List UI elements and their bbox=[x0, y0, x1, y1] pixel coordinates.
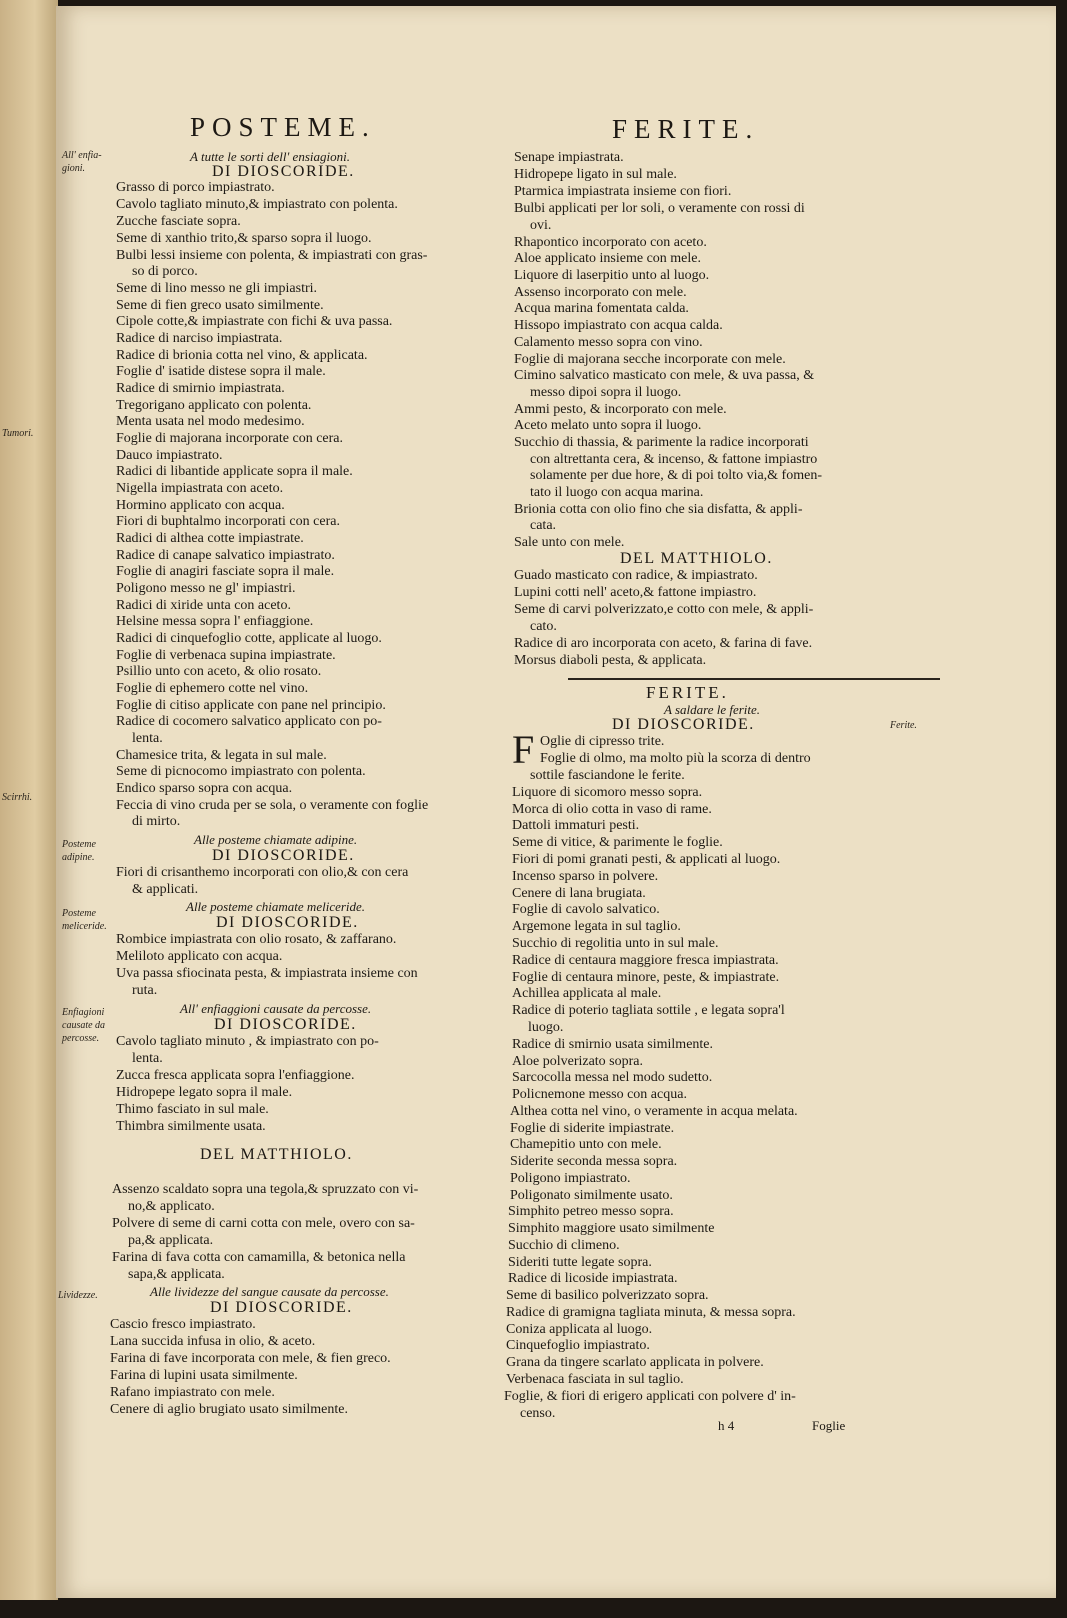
text-line: Radice di centaura maggiore fresca impiastrata. bbox=[512, 953, 779, 968]
text-line: sottile fasciandone le ferite. bbox=[530, 768, 685, 783]
text-line: Radice di cocomero salvatico applicato con po- bbox=[116, 714, 382, 729]
text-line: Radice di gramigna tagliata minuta, & messa sopra. bbox=[506, 1305, 796, 1320]
text-line: Chamepitio unto con mele. bbox=[510, 1137, 662, 1152]
text-line: Radice di canape salvatico impiastrato. bbox=[116, 548, 335, 563]
prev-margin-note: Tumori. bbox=[2, 428, 34, 439]
text-line: Bulbi applicati per lor soli, o veramente con rossi di bbox=[514, 201, 805, 216]
text-line: Verbenaca fasciata in sul taglio. bbox=[506, 1372, 684, 1387]
text-line: Meliloto applicato con acqua. bbox=[116, 949, 283, 964]
section-author: DI DIOSCORIDE. bbox=[214, 1016, 357, 1033]
text-line: Aceto melato unto sopra il luogo. bbox=[514, 418, 702, 433]
text-line: Oglie di cipresso trite. bbox=[540, 734, 665, 749]
text-line: Cascio fresco impiastrato. bbox=[110, 1317, 256, 1332]
text-line: Radici di libantide applicate sopra il male. bbox=[116, 464, 353, 479]
text-line: Nigella impiastrata con aceto. bbox=[116, 481, 284, 496]
text-line: cato. bbox=[530, 619, 557, 634]
section-heading: Alle lividezze del sangue causate da percosse. bbox=[150, 1284, 389, 1299]
text-line: Sale unto con mele. bbox=[514, 535, 625, 550]
drop-cap: F bbox=[512, 727, 535, 772]
text-line: Cavolo tagliato minuto,& impiastrato con polenta. bbox=[116, 197, 398, 212]
text-line: & applicati. bbox=[132, 882, 199, 897]
text-line: Fiori di crisanthemo incorporati con olio,& con cera bbox=[116, 865, 409, 880]
text-line: lenta. bbox=[132, 731, 163, 746]
text-line: con altrettanta cera, & incenso, & fattone impiastro bbox=[530, 452, 818, 467]
text-line: Simphito petreo messo sopra. bbox=[508, 1204, 674, 1219]
text-line: Hissopo impiastrato con acqua calda. bbox=[514, 318, 723, 333]
text-line: Assenzo scaldato sopra una tegola,& spruzzato con vi- bbox=[112, 1182, 419, 1197]
section-rule bbox=[568, 678, 940, 680]
text-line: Foglie di anagiri fasciate sopra il male. bbox=[116, 564, 335, 579]
text-line: tato il luogo con acqua marina. bbox=[530, 485, 704, 500]
margin-note: All' enfia- bbox=[62, 150, 102, 161]
text-line: Ammi pesto, & incorporato con mele. bbox=[514, 402, 727, 417]
text-line: Argemone legata in sul taglio. bbox=[512, 919, 681, 934]
text-line: Senape impiastrata. bbox=[514, 150, 624, 165]
section-author: DI DIOSCORIDE. bbox=[212, 847, 355, 864]
prev-margin-note: Scirrhi. bbox=[2, 792, 33, 803]
text-line: Radice di poterio tagliata sottile , e legata sopra'l bbox=[512, 1003, 785, 1018]
text-line: Dattoli immaturi pesti. bbox=[512, 818, 640, 833]
text-line: Assenso incorporato con mele. bbox=[514, 285, 687, 300]
text-line: di mirto. bbox=[132, 814, 181, 829]
margin-note: Enfiagioni bbox=[62, 1007, 105, 1018]
text-line: Seme di xanthio trito,& sparso sopra il luogo. bbox=[116, 231, 372, 246]
text-line: Foglie di siderite impiastrate. bbox=[510, 1121, 675, 1136]
text-line: Radice di brionia cotta nel vino, & applicata. bbox=[116, 348, 368, 363]
text-line: Siderite seconda messa sopra. bbox=[510, 1154, 678, 1169]
text-line: Radici di althea cotte impiastrate. bbox=[116, 531, 304, 546]
text-line: Foglie di ephemero cotte nel vino. bbox=[116, 681, 309, 696]
text-line: Liquore di sicomoro messo sopra. bbox=[512, 785, 703, 800]
margin-note: Lividezze. bbox=[58, 1290, 98, 1301]
text-line: sapa,& applicata. bbox=[128, 1267, 225, 1282]
text-line: cata. bbox=[530, 518, 557, 533]
text-line: Policnemone messo con acqua. bbox=[512, 1087, 687, 1102]
text-line: Bulbi lessi insieme con polenta, & impiastrati con gras- bbox=[116, 248, 428, 263]
margin-note: Posteme bbox=[62, 908, 96, 919]
text-line: Aloe applicato insieme con mele. bbox=[514, 251, 701, 266]
signature-mark: h 4 bbox=[718, 1418, 735, 1433]
text-line: Seme di lino messo ne gli impiastri. bbox=[116, 281, 318, 296]
text-line: Seme di basilico polverizzato sopra. bbox=[506, 1288, 709, 1303]
text-line: Althea cotta nel vino, o veramente in acqua melata. bbox=[510, 1104, 798, 1119]
margin-note: meliceride. bbox=[62, 921, 107, 932]
text-line: Morsus diaboli pesta, & applicata. bbox=[514, 653, 707, 668]
text-line: Foglie di verbenaca supina impiastrate. bbox=[116, 648, 336, 663]
text-line: Seme di picnocomo impiastrato con polenta. bbox=[116, 764, 366, 779]
text-line: Zucche fasciate sopra. bbox=[116, 214, 241, 229]
text-line: Foglie di cavolo salvatico. bbox=[512, 902, 660, 917]
text-line: Simphito maggiore usato similmente bbox=[508, 1221, 715, 1236]
text-line: Acqua marina fomentata calda. bbox=[514, 301, 689, 316]
section-author: DI DIOSCORIDE. bbox=[612, 716, 755, 733]
text-line: Hormino applicato con acqua. bbox=[116, 498, 285, 513]
text-line: Sarcocolla messa nel modo sudetto. bbox=[512, 1070, 713, 1085]
section-author: DI DIOSCORIDE. bbox=[212, 163, 355, 180]
section-author: DI DIOSCORIDE. bbox=[210, 1299, 353, 1316]
text-line: Brionia cotta con olio fino che sia disfatta, & appli- bbox=[514, 502, 803, 517]
text-line: Uva passa sfiocinata pesta, & impiastrata insieme con bbox=[116, 966, 418, 981]
text-line: Liquore di laserpitio unto al luogo. bbox=[514, 268, 710, 283]
text-line: Foglie di majorana secche incorporate con mele. bbox=[514, 352, 786, 367]
section-heading: Alle posteme chiamate meliceride. bbox=[186, 899, 366, 914]
margin-note: adipine. bbox=[62, 852, 95, 863]
text-line: solamente per due hore, & di poi tolto via,& fomen- bbox=[530, 468, 822, 483]
text-line: Foglie, & fiori di erigero applicati con polvere d' in- bbox=[504, 1389, 796, 1404]
text-line: Cinquefoglio impiastrato. bbox=[506, 1338, 650, 1353]
text-line: Tregorigano applicato con polenta. bbox=[116, 398, 312, 413]
margin-note: causate da bbox=[62, 1020, 106, 1031]
text-line: Aloe polverizato sopra. bbox=[512, 1054, 644, 1069]
text-line: Achillea applicata al male. bbox=[512, 986, 662, 1001]
text-line: Foglie di centaura minore, peste, & impiastrate. bbox=[512, 970, 780, 985]
text-line: Radice di smirnio impiastrata. bbox=[116, 381, 285, 396]
text-line: Radici di cinquefoglio cotte, applicate al luogo. bbox=[116, 631, 382, 646]
column-title: POSTEME. bbox=[190, 112, 376, 142]
text-line: Poligono messo ne gl' impiastri. bbox=[116, 581, 296, 596]
text-line: Rhapontico incorporato con aceto. bbox=[514, 235, 707, 250]
text-line: Fiori di buphtalmo incorporati con cera. bbox=[116, 514, 340, 529]
text-line: Radice di narciso impiastrata. bbox=[116, 331, 283, 346]
text-line: Thimbra similmente usata. bbox=[116, 1119, 266, 1134]
text-line: Sideriti tutte legate sopra. bbox=[508, 1255, 652, 1270]
margin-note: percosse. bbox=[62, 1033, 100, 1044]
text-line: no,& applicato. bbox=[128, 1199, 215, 1214]
text-line: Hidropepe ligato in sul male. bbox=[514, 167, 677, 182]
text-line: Seme di vitice, & parimente le foglie. bbox=[512, 835, 723, 850]
text-line: Rafano impiastrato con mele. bbox=[110, 1385, 275, 1400]
text-line: Hidropepe legato sopra il male. bbox=[116, 1085, 293, 1100]
margin-note: gioni. bbox=[62, 163, 86, 174]
text-line: Grana da tingere scarlato applicata in polvere. bbox=[506, 1355, 764, 1370]
text-line: Dauco impiastrato. bbox=[116, 448, 223, 463]
text-line: Lana succida infusa in olio, & aceto. bbox=[110, 1334, 316, 1349]
text-line: Poligono impiastrato. bbox=[510, 1171, 631, 1186]
column-title: FERITE. bbox=[612, 114, 760, 144]
text-line: Chamesice trita, & legata in sul male. bbox=[116, 748, 327, 763]
text-line: ruta. bbox=[132, 983, 158, 998]
text-line: Cenere di lana brugiata. bbox=[512, 886, 646, 901]
section-heading: All' enfiaggioni causate da percosse. bbox=[180, 1001, 372, 1016]
text-line: Rombice impiastrata con olio rosato, & zaffarano. bbox=[116, 932, 397, 947]
text-line: Farina di lupini usata similmente. bbox=[110, 1368, 298, 1383]
text-line: Polvere di seme di carni cotta con mele, overo con sa- bbox=[112, 1216, 415, 1231]
text-line: Grasso di porco impiastrato. bbox=[116, 180, 275, 195]
text-line: Lupini cotti nell' aceto,& fattone impiastro. bbox=[514, 585, 757, 600]
text-line: Helsine messa sopra l' enfiaggione. bbox=[116, 614, 314, 629]
text-line: Radici di xiride unta con aceto. bbox=[116, 598, 291, 613]
text-line: Succhio di climeno. bbox=[508, 1238, 620, 1253]
text-line: Fiori di pomi granati pesti, & applicati al luogo. bbox=[512, 852, 781, 867]
text-line: Zucca fresca applicata sopra l'enfiaggione. bbox=[116, 1068, 355, 1083]
section-heading: A saldare le ferite. bbox=[664, 702, 761, 717]
text-line: Poligonato similmente usato. bbox=[510, 1188, 673, 1203]
text-line: Thimo fasciato in sul male. bbox=[116, 1102, 269, 1117]
text-line: Cenere di aglio brugiato usato similmente. bbox=[110, 1402, 348, 1417]
text-line: Farina di fave incorporata con mele, & fien greco. bbox=[110, 1351, 391, 1366]
text-line: Succhio di regolitia unto in sul male. bbox=[512, 936, 719, 951]
margin-note: Ferite. bbox=[890, 720, 917, 731]
text-line: Cipole cotte,& impiastrate con fichi & uva passa. bbox=[116, 314, 393, 329]
margin-note: Posteme bbox=[62, 839, 96, 850]
previous-page-edge bbox=[0, 0, 58, 1600]
text-line: Coniza applicata al luogo. bbox=[506, 1322, 653, 1337]
text-line: Succhio di thassia, & parimente la radice incorporati bbox=[514, 435, 809, 450]
text-line: Foglie di olmo, ma molto più la scorza di dentro bbox=[540, 751, 811, 766]
text-line: Calamento messo sopra con vino. bbox=[514, 335, 703, 350]
text-line: Farina di fava cotta con camamilla, & betonica nella bbox=[112, 1250, 406, 1265]
text-line: Seme di fien greco usato similmente. bbox=[116, 298, 324, 313]
text-line: Foglie di citiso applicate con pane nel principio. bbox=[116, 698, 386, 713]
text-line: Cavolo tagliato minuto , & impiastrato con po- bbox=[116, 1034, 379, 1049]
text-line: Cimino salvatico masticato con mele, & uva passa, & bbox=[514, 368, 815, 383]
text-line: pa,& applicata. bbox=[128, 1233, 214, 1248]
text-line: Menta usata nel modo medesimo. bbox=[116, 414, 305, 429]
text-line: Radice di licoside impiastrata. bbox=[508, 1271, 678, 1286]
text-line: Endico sparso sopra con acqua. bbox=[116, 781, 293, 796]
section-heading: Alle posteme chiamate adipine. bbox=[194, 832, 358, 847]
text-line: censo. bbox=[520, 1406, 556, 1421]
section-title: FERITE. bbox=[646, 683, 729, 702]
text-line: Foglie di majorana incorporate con cera. bbox=[116, 431, 344, 446]
text-line: Seme di carvi polverizzato,e cotto con mele, & appli- bbox=[514, 602, 814, 617]
text-line: Radice di aro incorporata con aceto, & farina di fave. bbox=[514, 636, 813, 651]
section-author: DEL MATTHIOLO. bbox=[620, 550, 773, 567]
text-line: Guado masticato con radice, & impiastrato. bbox=[514, 568, 758, 583]
text-line: lenta. bbox=[132, 1051, 163, 1066]
text-line: luogo. bbox=[528, 1020, 564, 1035]
text-line: ovi. bbox=[530, 218, 552, 233]
section-author: DI DIOSCORIDE. bbox=[216, 914, 359, 931]
text-line: messo dipoi sopra il luogo. bbox=[530, 385, 682, 400]
text-line: so di porco. bbox=[132, 264, 198, 279]
text-line: Psillio unto con aceto, & olio rosato. bbox=[116, 664, 322, 679]
text-line: Feccia di vino cruda per se sola, o veramente con foglie bbox=[116, 798, 429, 813]
text-line: Ptarmica impiastrata insieme con fiori. bbox=[514, 184, 732, 199]
section-author: DEL MATTHIOLO. bbox=[200, 1146, 353, 1163]
text-line: Radice di smirnio usata similmente. bbox=[512, 1037, 714, 1052]
section-heading: A tutte le sorti dell' ensiagioni. bbox=[190, 149, 350, 164]
catchword: Foglie bbox=[812, 1418, 846, 1433]
text-line: Morca di olio cotta in vaso di rame. bbox=[512, 802, 712, 817]
text-line: Foglie d' isatide distese sopra il male. bbox=[116, 364, 326, 379]
text-line: Incenso sparso in polvere. bbox=[512, 869, 659, 884]
